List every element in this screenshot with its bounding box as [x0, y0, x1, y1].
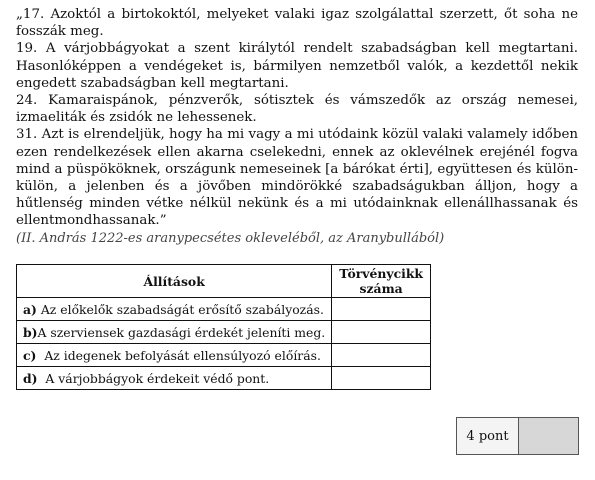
claim-text: A szerviensek gazdasági érdekét jeleníti meg.	[37, 324, 326, 340]
claim-text: A várjobbágyok érdekeit védő pont.	[45, 370, 270, 386]
article-31: 31. Azt is elrendeljük, hogy ha mi vagy a mi utódaink közül valaki valamely időben ezen rendelkezések ellen akarna cselekedni, ennek az oklevélnek erejénél fogva mind a püspököknek, országunk nemeseinek [a bárókat érti], együttesen és külön-külön, a jelenben és a jövőben mindörökké szabadságukban álljon, hogy a hűtlenség minden vétke nélkül nekünk és a mi utódainknak ellenállhassanak és ellentmondhassanak.”	[16, 127, 578, 229]
table-row	[17, 344, 431, 367]
claim-cell	[17, 344, 332, 367]
table-header-row	[17, 265, 431, 298]
article-answer-cell[interactable]	[332, 321, 431, 344]
article-17: „17. Azoktól a birtokoktól, melyeket valaki igaz szolgálattal szerzett, őt soha ne fosszák meg.	[16, 7, 578, 40]
article-answer-cell[interactable]	[332, 298, 431, 321]
answer-table	[16, 264, 431, 390]
claim-cell	[17, 298, 332, 321]
score-label: 4 pont	[457, 418, 519, 454]
article-19: 19. A várjobbágyokat a szent királytól rendelt szabadságban kell megtartani. Hasonlóképpen a vendégeket is, bármilyen nemzetből valók, a kezdettől nekik engedett szabadságban kell megtartani.	[16, 41, 578, 91]
header-article-number: Törvénycikk száma	[332, 265, 431, 298]
table-row	[17, 298, 431, 321]
claim-letter: d)	[23, 370, 38, 386]
claim-text: Az előkelők szabadságát erősítő szabályozás.	[40, 301, 324, 317]
claim-letter: c)	[23, 347, 37, 363]
header-claims: Állítások	[17, 265, 332, 298]
claim-letter: a)	[23, 301, 37, 317]
claim-cell	[17, 321, 332, 344]
score-box	[456, 417, 579, 455]
source-citation: (II. András 1222-es aranypecsétes okleveléből, az Aranybullából)	[16, 230, 445, 246]
table-row	[17, 321, 431, 344]
article-answer-cell[interactable]	[332, 367, 431, 390]
claim-text: Az idegenek befolyását ellensúlyozó előírás.	[44, 347, 321, 363]
claim-letter: b)	[23, 324, 38, 340]
article-24: 24. Kamaraispánok, pénzverők, sótisztek és vámszedők az ország nemesei, izmaeliták és zsidók ne lehessenek.	[16, 93, 578, 126]
article-answer-cell[interactable]	[332, 344, 431, 367]
table-row	[17, 367, 431, 390]
source-text	[16, 6, 578, 247]
claim-cell	[17, 367, 332, 390]
score-field[interactable]	[519, 418, 578, 454]
